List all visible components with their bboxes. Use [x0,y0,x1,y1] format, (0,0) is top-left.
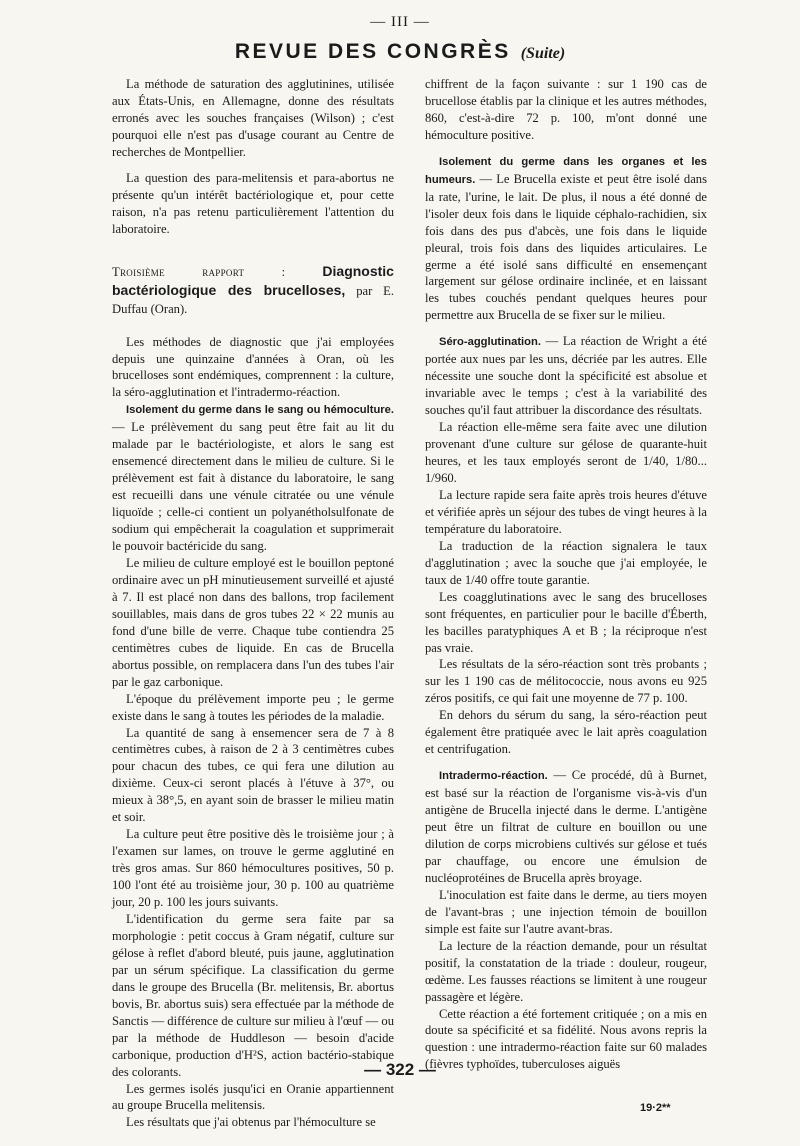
paragraph: Les germes isolés jusqu'ici en Oranie appartiennent au groupe Brucella melitensis. [112,1081,394,1113]
paragraph: La quantité de sang à ensemencer sera de 7 à 8 centimètres cubes, à raison de 2 à 3 centimètres cubes pour chacun des tubes, ce qui fera une dilution au dixième. Ceux-ci seront placés à l'étuve à 37°, ou mieux à 38°,5, en ayant soin de brasser le milieu matin et soir. [112,725,394,825]
paragraph: L'identification du germe sera faite par sa morphologie : petit coccus à Gram négatif, culture sur gélose à reflet d'abord bleuté, puis jaune, agglutination par un sérum spécifique. La classification du germe dans le groupe des Brucella (Br. melitensis, Br. abortus bovis, Br. abortus suis) sera effectuée par la méthode de Sanctis — différence de culture sur milieu à l'œuf — ou par la méthode de Huddleson — besoin d'acide carbonique, production d'H²S, action bactério-stabique des colorants. [112,911,394,1079]
folio-top: — III — [370,14,430,30]
run-in-heading: Isolement du germe dans les organes et les humeurs. [425,155,707,186]
journal-title: REVUE DES CONGRÈS [234,40,511,63]
run-in-heading: Intradermo-réaction. [439,770,548,783]
paragraph: La question des para-melitensis et para-abortus ne présente qu'un intérêt bactériologique et, pour cette raison, n'a pas retenu particulièrement l'attention du laboratoire. [112,170,394,236]
rapport-label: Troisième rapport : [112,264,286,279]
paragraph: La méthode de saturation des agglutinines, utilisée aux États-Unis, en Allemagne, donne des résultats erronés avec les souches françaises (Wilson) ; c'est pourquoi elle n'est pas d'usage courant au Centre de recherches de Montpellier. [112,77,394,159]
paragraph: Les résultats que j'ai obtenus par l'hémoculture se [126,1115,376,1130]
run-in-heading: Isolement du germe dans le sang ou hémoculture. [126,404,394,417]
paragraph-text: — Le prélèvement du sang peut être fait au lit du malade par le bactériologiste, et alors le sang est ensemencé directement dans le milieu de culture. Si le prélèvement est fait à distance du laboratoire, le sang est recueilli dans une vénule citratée ou une vénule liquoïde ; celle-ci contient un polyanétholsulfonate de sodium qui empêcherait la coagulation et supprimerait le pouvoir bactéricide du sang. [112,420,394,554]
run-in-heading: Séro-agglutination. [439,336,541,349]
paragraph-text: — Ce procédé, dû à Burnet, est basé sur la réaction de l'organisme vis-à-vis d'un antigène de Brucella injecté dans le derme. L'antigène peut être un filtrat de culture en bouillon ou une dilution de corps microbiens cultivés sur gélose et tués par chauffage, ou encore une émulsion de nucléoprotéines de Brucella après broyage. [425,768,707,885]
paragraph: Les coagglutinations avec le sang des brucelloses sont fréquentes, en particulier pour le bacille d'Éberth, les bacilles paratyphiques A et B ; la réciproque n'est pas vraie. [425,589,707,655]
paragraph: La culture peut être positive dès le troisième jour ; à l'examen sur lames, on trouve le germe agglutiné en très gros amas. Sur 860 hémocultures positives, 50 p. 100 l'ont été au troisième jour, 30 p. 100 au quatrième jour, 20 p. 100 les jours suivants. [112,827,394,910]
journal-subtitle: (Suite) [520,45,566,62]
paragraph: Cette réaction a été fortement critiquée ; on a mis en doute sa spécificité et sa fidélité. Nous avons repris la question : une intradermo-réaction faite sur 60 malades (fièvres typhoïdes, tuberculoses aiguës [425,1006,707,1072]
paragraph: Les méthodes de diagnostic que j'ai employées depuis une quinzaine d'années à Oran, où les brucelloses sont endémiques, comprennent : la culture, la séro-agglutination et l'intradermo-réaction. [112,334,394,400]
paragraph: La lecture rapide sera faite après trois heures d'étuve et vérifiée après un séjour des tubes de vingt heures à la température du laboratoire. [425,487,707,536]
paragraph: La lecture de la réaction demande, pour un résultat positif, la constatation de la triade : douleur, rougeur, œdème. Les fausses réactions se limitent à une rougeur passagère et légère. [425,938,707,1004]
printer-signature: 19·2** [640,1102,671,1114]
paragraph: chiffrent de la façon suivante : sur 1 190 cas de brucellose établis par la clinique et les autres méthodes, 860, c'est-à-dire 72 p. 100, m'ont donné une hémoculture positive. [425,77,707,142]
paragraph: Les résultats de la séro-réaction sont très probants ; sur les 1 190 cas de mélitococcie, nous avons eu 925 zéros positifs, ce qui fait une moyenne de 77 p. 100. [425,657,707,706]
paragraph: Le milieu de culture employé est le bouillon peptoné ordinaire avec un pH minutieusement surveillé et ajusté à 7. Il est placé non dans des ballons, trop facilement souillables, mais dans de gros tubes 22 × 22 munis au fond d'une bille de verre. Chaque tube contiendra 25 centimètres cubes de liquide. En cas de Brucella abortus possible, on remplacera dans l'un des tubes l'air par le gaz carbonique. [112,555,394,689]
paragraph-text: — La réaction de Wright a été portée aux nues par les uns, décriée par les autres. Elle nécessite une souche dont la spécificité est absolue et invariable avec le temps ; c'est à la variabilité des souches qu'il faut attribuer la discordance des résultats. [425,334,707,418]
running-header [0,40,800,64]
left-column [112,76,394,1131]
paragraph [112,401,394,555]
paragraph: La réaction elle-même sera faite avec une dilution provenant d'une culture sur gélose de quarante-huit heures, et les taux employés seront de 1/40, 1/80... 1/960. [425,420,707,485]
paragraph: En dehors du sérum du sang, la séro-réaction peut également être pratiquée avec le lait après coagulation et centrifugation. [425,708,707,757]
section-heading [112,262,394,318]
right-column [425,76,707,1073]
paragraph: L'inoculation est faite dans le derme, au tiers moyen de l'avant-bras ; une injection témoin de bouillon simple est faite sur l'autre avant-bras. [425,887,707,936]
paragraph: La traduction de la réaction signalera le taux d'agglutination ; avec la souche que j'ai employée, le taux de 1/40 offre toute garantie. [425,538,707,587]
rapport-author: par E. Duffau (Oran). [112,283,395,316]
paragraph-text: — Le Brucella existe et peut être isolé dans la rate, l'urine, le lait. De plus, il nous a été donné de l'isoler deux fois dans le liquide céphalo-rachidien, six fois dans des pus d'abcès, une fois dans le liquide pleural, trois fois dans des liquides articulaires. Le germe a été isolé sans difficulté en ensemençant largement sur gélose ordinaire inclinée, et en laissant les tubes couchés pendant quelques heures pour permettre aux Brucella de se fixer sur le milieu. [425,171,707,323]
paragraph [425,153,707,325]
paragraph [425,767,707,887]
rapport-title: Diagnostic bactériologique des brucelloses, [112,262,394,298]
paragraph: L'époque du prélèvement importe peu ; le germe existe dans le sang à toutes les périodes de la maladie. [112,691,394,723]
paragraph [425,333,707,419]
page-number: — 322 — [364,1060,436,1079]
